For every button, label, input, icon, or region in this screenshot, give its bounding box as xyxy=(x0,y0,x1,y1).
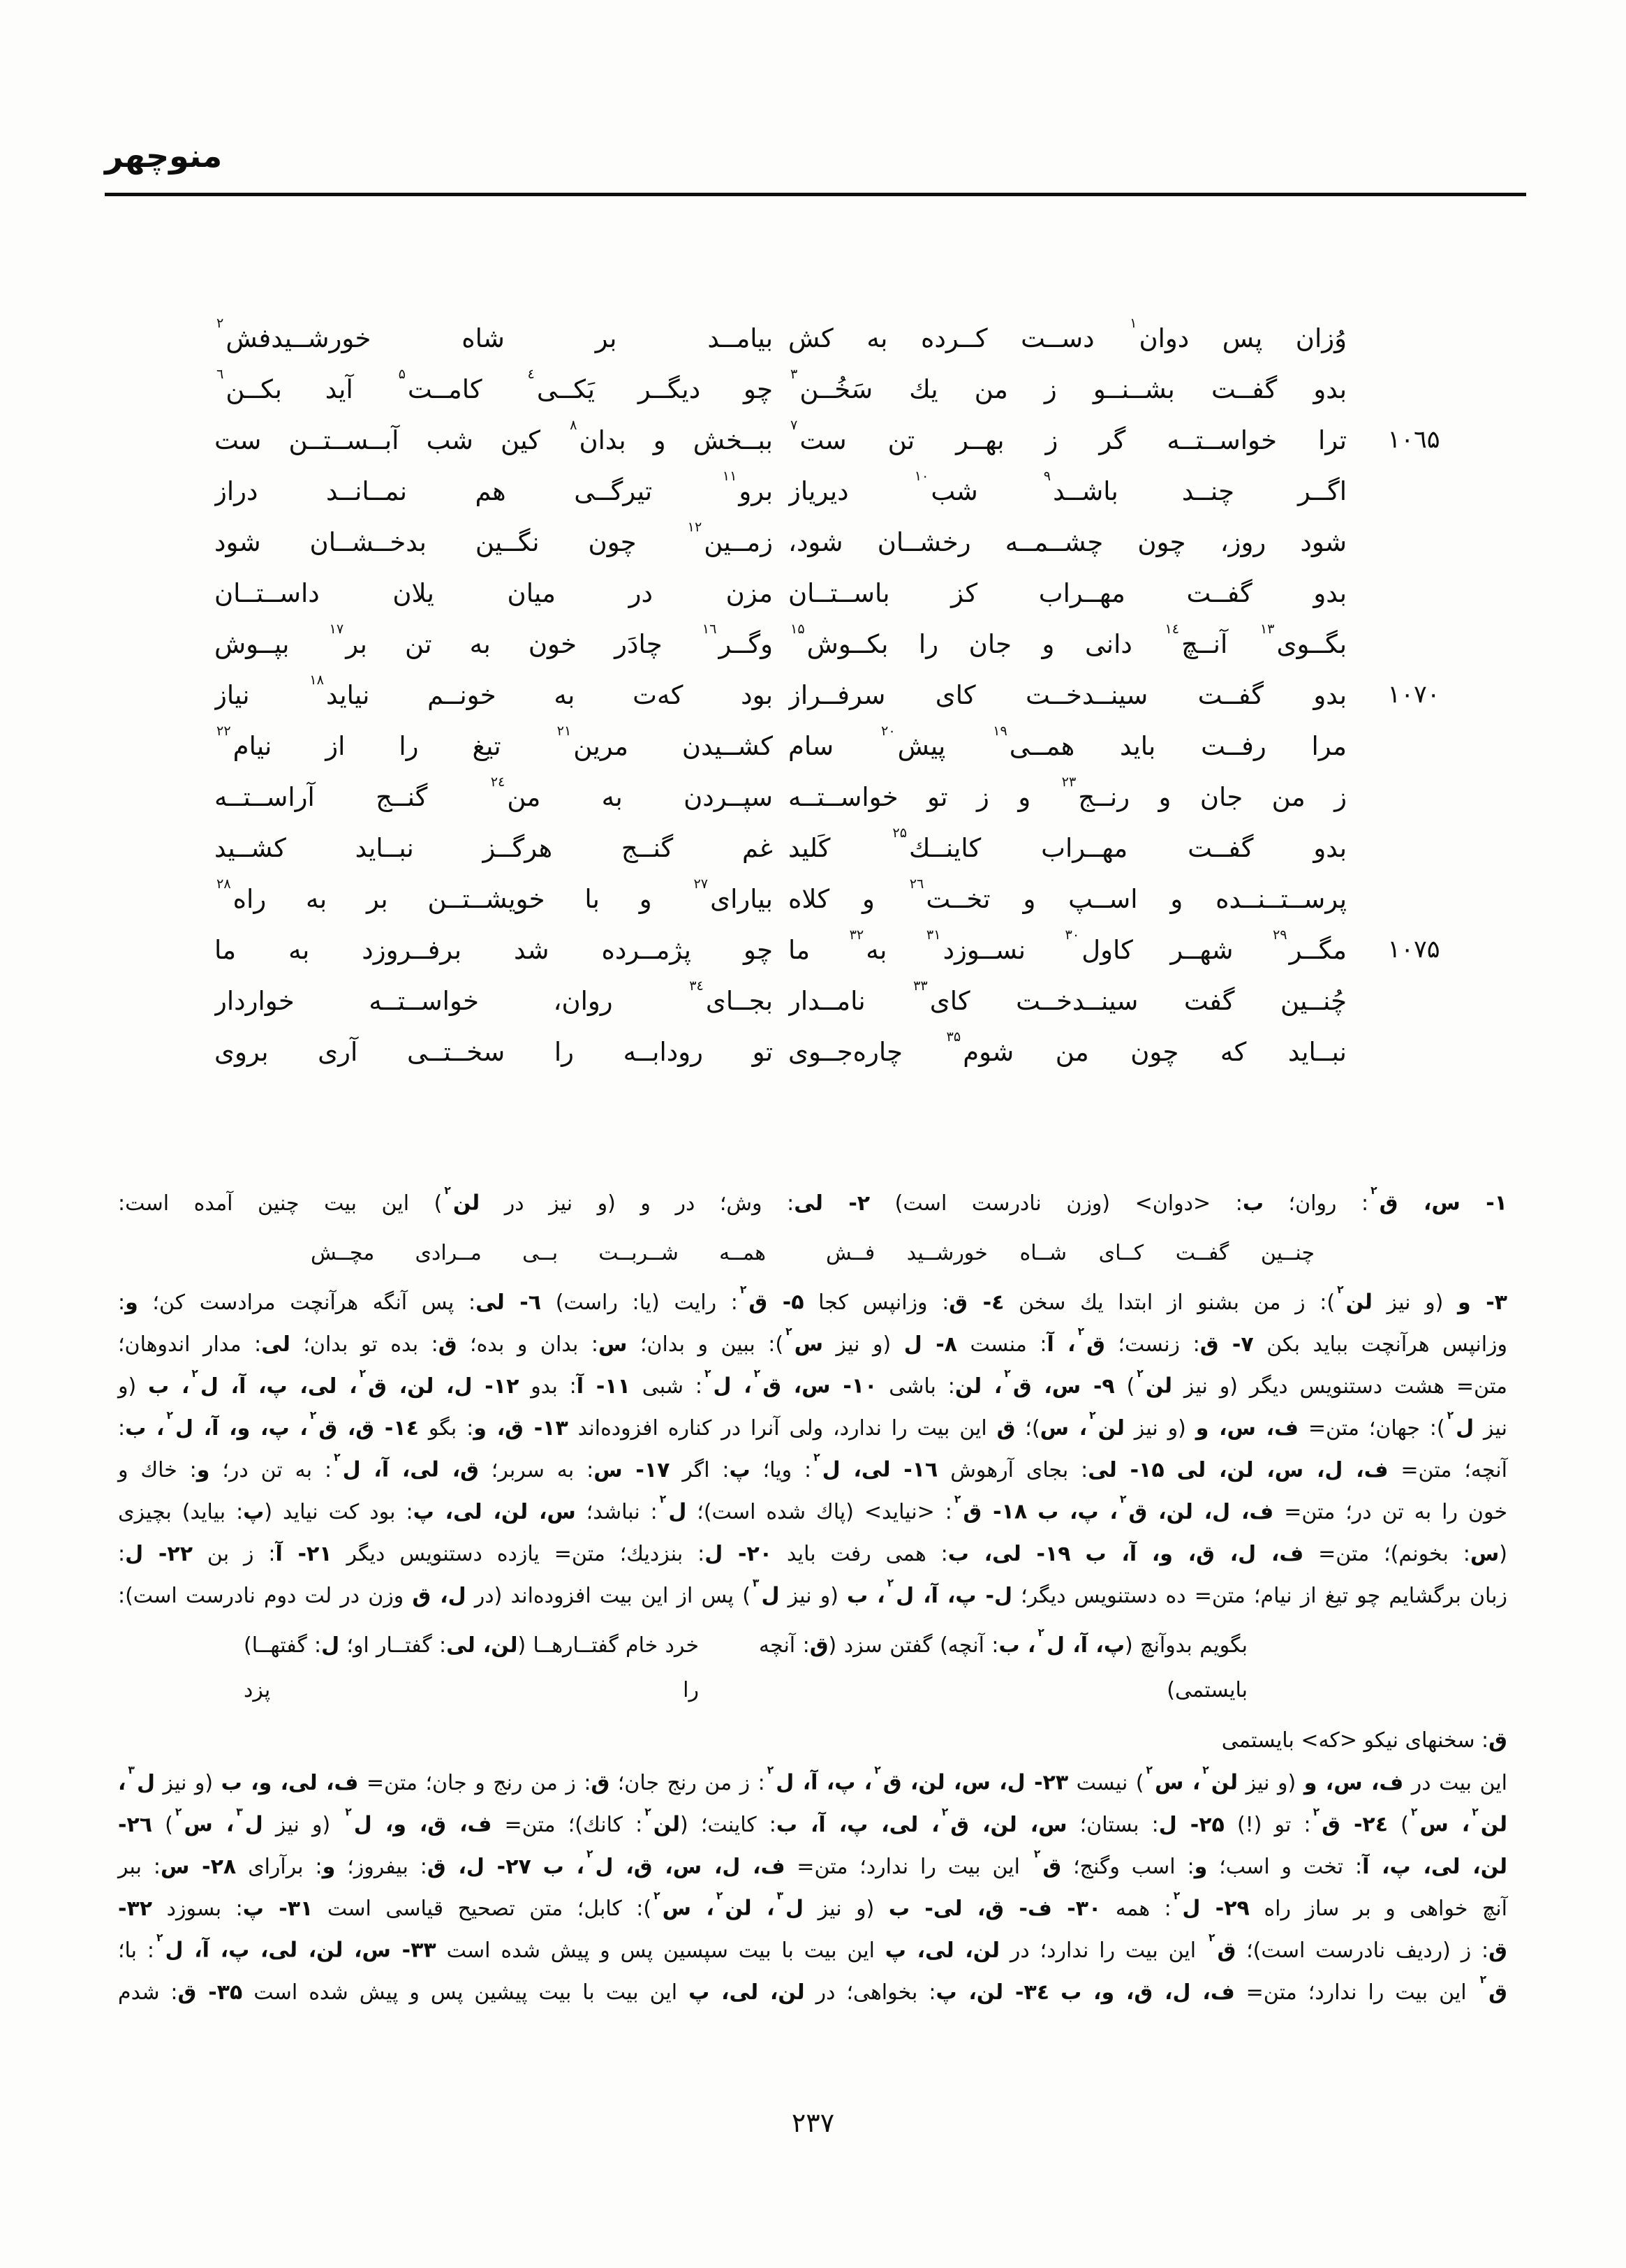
footnote-note-line: ق: سخنهاى نيكو <كه> بايستمى xyxy=(1221,1728,1507,1753)
footnote-line: آنچ خواهى و بر ساز راه ٢٩- ل$^٢$: همه ٣٠- ف- ق، لى- ب (و نيز ل$^٣$، لن$^٢$، س$^٢$): كابل؛ متن تصحيح قياسى است ٣١- پ: بسوزد ٣٢- xyxy=(118,1890,1507,1921)
footnote-quoted-verse xyxy=(118,1231,1507,1276)
footnote-line: ١- س، ق$^٢$: روان؛ ب: <دوان> (وزن نادرست است) ٢- لى: وش؛ در و (و نيز در لن$^٢$) اين بيت چنين آمده است: xyxy=(118,1184,1507,1216)
hemistich-left: تو رودابــه را سخــتــى آرى بروى xyxy=(214,1037,773,1067)
hemistich-right: ترا خواســتــه گر ز بهــر تن ست$^٧$ xyxy=(790,417,1347,455)
verse-number: ١٠٧۵ xyxy=(1387,936,1440,964)
hemistich-left: سپــردن به من$^{٢٤}$ گنــج آراســتــه xyxy=(214,774,773,812)
hemistich-left: برو$^{١١}$ تيرگــى هم نمــانــد دراز xyxy=(214,468,773,506)
verse-number xyxy=(1362,975,1465,1026)
footnote-line: ٣- و (و نيز لن$^٢$): ز من بشنو از ابتدا يك سخن ٤- ق: وزانپس كجا ۵- ق$^٢$: رايت (يا: راست) ٦- لى: پس آنگه هرآنچت مرادست كن؛ و: xyxy=(118,1283,1507,1315)
hemistich-left: غم گنــج هرگــز نبــايد كشــيد xyxy=(214,833,773,863)
hemistich-left: مزن در ميان يلان داســتــان xyxy=(214,578,773,608)
verse-row xyxy=(214,619,1465,670)
footnote-hemistich-left: همــه شــربــت بــى مــرادى مچــش xyxy=(311,1241,766,1265)
verse-number xyxy=(1362,619,1465,670)
verse-number: ١٠٧٠ xyxy=(1387,681,1440,709)
poem-section xyxy=(214,313,1465,1077)
hemistich-left: چو پژمــرده شد برفــروزد به ما xyxy=(214,935,773,965)
footnote-line: وزانپس هرآنچت ببايد بكن ٧- ق: زنست؛ ق$^٢$، آ: منست ٨- ل (و نيز س$^٢$): ببين و بدان؛ س: بدان و بده؛ ق: بده تو بدان؛ لى: مدار اندوهان؛ xyxy=(118,1325,1508,1357)
verse-row xyxy=(214,1026,1465,1077)
verse-row xyxy=(214,823,1465,874)
footnote-line: آنچه؛ متن= ف، ل، س، لن، لى ١۵- لى: بجاى آرهوش ١٦- لى، ل$^٢$: ويا؛ پ: اگر ١٧- س: به سربر؛ ق، لى، آ، ل$^٢$: به تن در؛ و: خاك و xyxy=(118,1451,1507,1482)
running-header: منوچهر xyxy=(105,137,223,175)
footnote-line: نيز ل$^٢$): جهان؛ متن= ف، س، و (و نيز لن$^٢$، س)؛ ق اين بيت را ندارد، ولى آنرا در كناره افزوده‌اند ١٣- ق، و: بگو ١٤- ق، ق$^٢$، پ، و، آ، ل$^٢$، ب: xyxy=(118,1409,1507,1441)
verse-row xyxy=(214,772,1465,823)
hemistich-left: زمــين$^{١٢}$ چون نگــين بدخــشــان شود xyxy=(214,519,773,557)
footnote-line: متن= هشت دستنويس ديگر (و نيز لن$^٢$) ٩- س، ق$^٢$، لن: باشى ١٠- س، ق$^٢$، ل$^٢$: شبى ١١- آ: بدو ١٢- ل، لن، ق$^٢$، لى، پ، آ، ل$^٢$، ب (و xyxy=(118,1367,1507,1399)
hemistich-right: مگــر$^{٢٩}$ شهــر كاول$^{٣٠}$ نســوزد$^{٣١}$ به$^{٣٢}$ ما xyxy=(788,927,1347,965)
verse-number xyxy=(1362,364,1465,415)
hemistich-left: بياراى$^{٢٧}$ و با خويشــتــن بر به راه$^{٢٨}$ xyxy=(216,876,773,914)
verse-row xyxy=(214,517,1465,568)
footnote-hemistich-right: بگويم بدوآنچ (پ، آ، ل$^٢$، ب: آنچه) گفتن سزد (ق: آنچه بايستمى) xyxy=(759,1626,1248,1702)
footnote-line: ق: ز (رديف نادرست است)؛ ق$^٢$ اين بيت را ندارد؛ در لن، لى، پ اين بيت با بيت سپسين پس و پيش شده است ٣٣- س، لن، لى، پ، آ، ل$^٢$: با؛ xyxy=(118,1931,1507,1963)
hemistich-right: بگــوى$^{١٣}$ آنــچ$^{١٤}$ دانى و جان را بكــوش$^{١۵}$ xyxy=(790,621,1347,659)
footnote-hemistich-left: خرد خام گفتــارهــا (لن، لى: گفتــار او؛ ل: گفتهــا) را پزد xyxy=(244,1633,699,1702)
footnote-line: لن$^٢$، س$^٢$) ٢٤- ق$^٢$: تو (!) ٢۵- ل: بستان؛ س، لن، ق$^٢$، لى، پ، آ، ب: كاينت؛ (لن$^٢$: كانك)؛ متن= ف، ق، و، ل$^٢$ (و نيز ل$^٣$، س$^٢$) ٢٦- xyxy=(118,1806,1507,1837)
hemistich-left: ببــخش و بدان$^٨$ كين شب آبــســتــن ست xyxy=(214,417,773,455)
hemistich-left: بود كه‌ت به خونــم نيايد$^{١٨}$ نياز xyxy=(214,672,773,710)
hemistich-right: بدو گفــت بشــنــو ز من يك سَخُــن$^٣$ xyxy=(790,366,1347,404)
page-number: ٢٣٧ xyxy=(791,2107,835,2138)
verse-row xyxy=(214,364,1465,415)
verse-number xyxy=(1362,772,1465,823)
verse-number: ١٠٦۵ xyxy=(1387,426,1440,454)
verse-row xyxy=(214,670,1465,721)
verse-number xyxy=(1362,823,1465,874)
footnote-line: زبان برگشايم چو تيغ از نيام؛ متن= ده دستنويس ديگر؛ ل- پ، آ، ل$^٢$، ب (و نيز ل$^٣$) پس از اين بيت افزوده‌اند (در ل، ق وزن در لت دوم نادرست است): xyxy=(118,1577,1507,1608)
footnote-line: خون را به تن در؛ متن= ف، ل، لن، ق$^٢$، پ، ب ١٨- ق$^٢$: <نيايد> (پاك شده است)؛ ل$^٢$: نباشد؛ س، لن، لى، پ: بود كت نيايد (پ: بيايد) بچيزى xyxy=(118,1493,1507,1524)
verse-number xyxy=(1362,874,1465,925)
hemistich-left: كشــيدن مرين$^{٢١}$ تيغ را از نيام$^{٢٢}$ xyxy=(216,723,773,761)
verse-number xyxy=(1362,568,1465,619)
hemistich-right: بدو گفــت مهــراب كز باســتــان xyxy=(788,578,1347,608)
verse-row xyxy=(214,415,1465,466)
verse-row xyxy=(214,568,1465,619)
hemistich-left: بيامــد بر شاه خورشــيدفش$^٢$ xyxy=(216,315,773,353)
footnote-line: ق$^٢$ اين بيت را ندارد؛ متن= ف، ل، ق، و، ب ٣٤- لن، پ: بخواهى؛ در لن، لى، پ اين بيت با بيت پيشين پس و پيش شده است ٣۵- ق: شدم xyxy=(118,1973,1507,2005)
verse-number xyxy=(1362,1026,1465,1077)
hemistich-right: پرســتــنــده و اســپ و تخــت$^{٢٦}$ و كلاه xyxy=(788,876,1347,914)
verse-number xyxy=(1362,517,1465,568)
footnotes-section xyxy=(118,1183,1507,2014)
hemistich-right: شود روز، چون چشــمــه رخشــان شود، xyxy=(788,527,1347,557)
hemistich-right: چُنــين گفت سينــدخــت كاى$^{٣٣}$ نامــدار xyxy=(788,978,1347,1016)
verse-row xyxy=(214,925,1465,975)
hemistich-left: وگــر$^{١٦}$ چادَر خون به تن بر$^{١٧}$ بپــوش xyxy=(214,621,773,659)
verse-row xyxy=(214,313,1465,364)
hemistich-right: مرا رفــت بايد همــى$^{١٩}$ پيش$^{٢٠}$ سام xyxy=(788,723,1347,761)
footnote-quoted-verse xyxy=(51,1623,1440,1713)
verse-number xyxy=(1362,313,1465,364)
verse-row xyxy=(214,874,1465,925)
hemistich-left: چو ديگــر يَكــى$^٤$ كامــت$^۵$ آيد بكــن$^٦$ xyxy=(216,366,773,404)
verse-number xyxy=(1362,466,1465,517)
hemistich-right: ز من جان و رنــج$^{٢٣}$ و ز تو خواســتــه xyxy=(788,774,1347,812)
hemistich-left: بجــاى$^{٣٤}$ روان، خواســتــه خواردار xyxy=(214,978,773,1016)
verse-row xyxy=(214,975,1465,1026)
hemistich-right: بدو گفــت مهــراب كاينــك$^{٢۵}$ كَليد xyxy=(788,825,1347,863)
footnote-line: لن، لى، پ، آ: تخت و اسب؛ و: اسب وگنج؛ ق$^٢$ اين بيت را ندارد؛ متن= ف، ل، س، ق، ل$^٢$، ب ٢٧- ل، ق: بيفروز؛ و: برآراى ٢٨- س: ببر xyxy=(118,1848,1507,1879)
verse-row xyxy=(214,466,1465,517)
footnote-hemistich-right: چنــين گفــت كــاى شــاه خورشــيد فــش xyxy=(826,1241,1315,1265)
footnote-line: اين بيت در ف، س، و (و نيز لن$^٢$، س$^٢$) نيست ٢٣- ل، س، لن، ق$^٢$، پ، آ، ل$^٢$: ز من رنج جان؛ ق: ز من رنج و جان؛ متن= ف، لى، و، ب (و نيز ل$^٣$، xyxy=(118,1764,1507,1795)
hemistich-right: اگــر چنــد باشــد$^٩$ شب$^{١٠}$ ديرياز xyxy=(788,468,1347,506)
hemistich-right: بدو گفــت سينــدخــت كاى سرفــراز xyxy=(788,680,1347,710)
verse-row xyxy=(214,721,1465,772)
header-rule xyxy=(105,193,1526,196)
verse-number xyxy=(1362,721,1465,772)
hemistich-right: نبــايد كه چون من شوم$^{٣۵}$ چاره‌جــوى xyxy=(788,1029,1347,1067)
footnote-line: (س: بخونم)؛ متن= ف، ل، ق، و، آ، ب ١٩- لى، ب: همى رفت بايد ٢٠- ل: بنزديك؛ متن= يازده دستنويس ديگر ٢١- آ: ز بن ٢٢- ل: xyxy=(118,1542,1507,1566)
hemistich-right: وُزان پس دوان$^١$ دســت كــرده به كش xyxy=(788,315,1347,353)
